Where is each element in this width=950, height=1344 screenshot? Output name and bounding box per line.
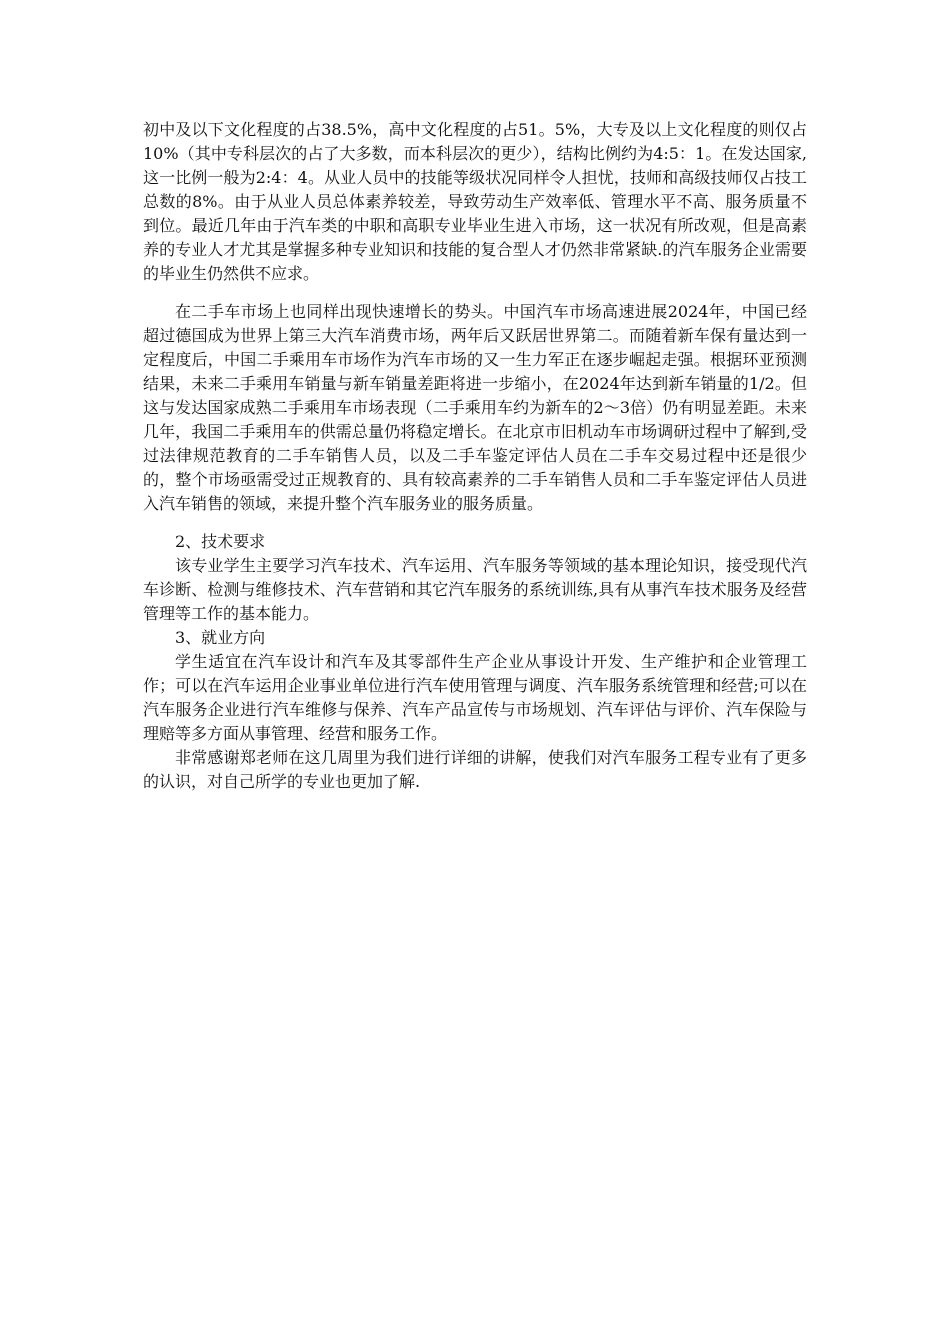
paragraph-education-structure: 初中及以下文化程度的占38.5%，高中文化程度的占51。5%，大专及以上文化程度的则仅占10%（其中专科层次的占了大多数，而本科层次的更少），结构比例约为4:5：1。在发达国家,这一比例一般为2:4：4。从业人员中的技能等级状况同样令人担忧，技师和高级技师仅占技工总数的8%。由于从业人员总体素养较差，导致劳动生产效率低、管理水平不高、服务质量不到位。最近几年由于汽车类的中职和高职专业毕业生进入市场，这一状况有所改观，但是高素养的专业人才尤其是掌握多种专业知识和技能的复合型人才仍然非常紧缺.的汽车服务企业需要的毕业生仍然供不应求。 [143, 120, 807, 283]
heading-technical-requirements: 2、技术要求 [175, 532, 266, 551]
document-body [143, 118, 807, 794]
paragraph-technical-requirements: 该专业学生主要学习汽车技术、汽车运用、汽车服务等领域的基本理论知识，接受现代汽车诊断、检测与维修技术、汽车营销和其它汽车服务的系统训练,具有从事汽车技术服务及经营管理等工作的基本能力。 [143, 556, 807, 623]
paragraph-used-car-market: 在二手车市场上也同样出现快速增长的势头。中国汽车市场高速进展2024年，中国已经超过德国成为世界上第三大汽车消费市场，两年后又跃居世界第二。而随着新车保有量达到一定程度后，中国二手乘用车市场作为汽车市场的又一生力军正在逐步崛起走强。根据环亚预测结果，未来二手乘用车销量与新车销量差距将进一步缩小，在2024年达到新车销量的1/2。但这与发达国家成熟二手乘用车市场表现（二手乘用车约为新车的2～3倍）仍有明显差距。未来几年，我国二手乘用车的供需总量仍将稳定增长。在北京市旧机动车市场调研过程中了解到,受过法律规范教育的二手车销售人员，以及二手车鉴定评估人员在二手车交易过程中还是很少的，整个市场亟需受过正规教育的、具有较高素养的二手车销售人员和二手车鉴定评估人员进入汽车销售的领域，来提升整个汽车服务业的服务质量。 [143, 302, 807, 513]
paragraph-employment-direction: 学生适宜在汽车设计和汽车及其零部件生产企业从事设计开发、生产维护和企业管理工作；可以在汽车运用企业事业单位进行汽车使用管理与调度、汽车服务系统管理和经营;可以在汽车服务企业进行汽车维修与保养、汽车产品宣传与市场规划、汽车评估与评价、汽车保险与理赔等多方面从事管理、经营和服务工作。 [143, 652, 807, 743]
heading-employment-direction: 3、就业方向 [175, 628, 266, 647]
paragraph-acknowledgement: 非常感谢郑老师在这几周里为我们进行详细的讲解，使我们对汽车服务工程专业有了更多的认识，对自己所学的专业也更加了解. [143, 748, 807, 791]
